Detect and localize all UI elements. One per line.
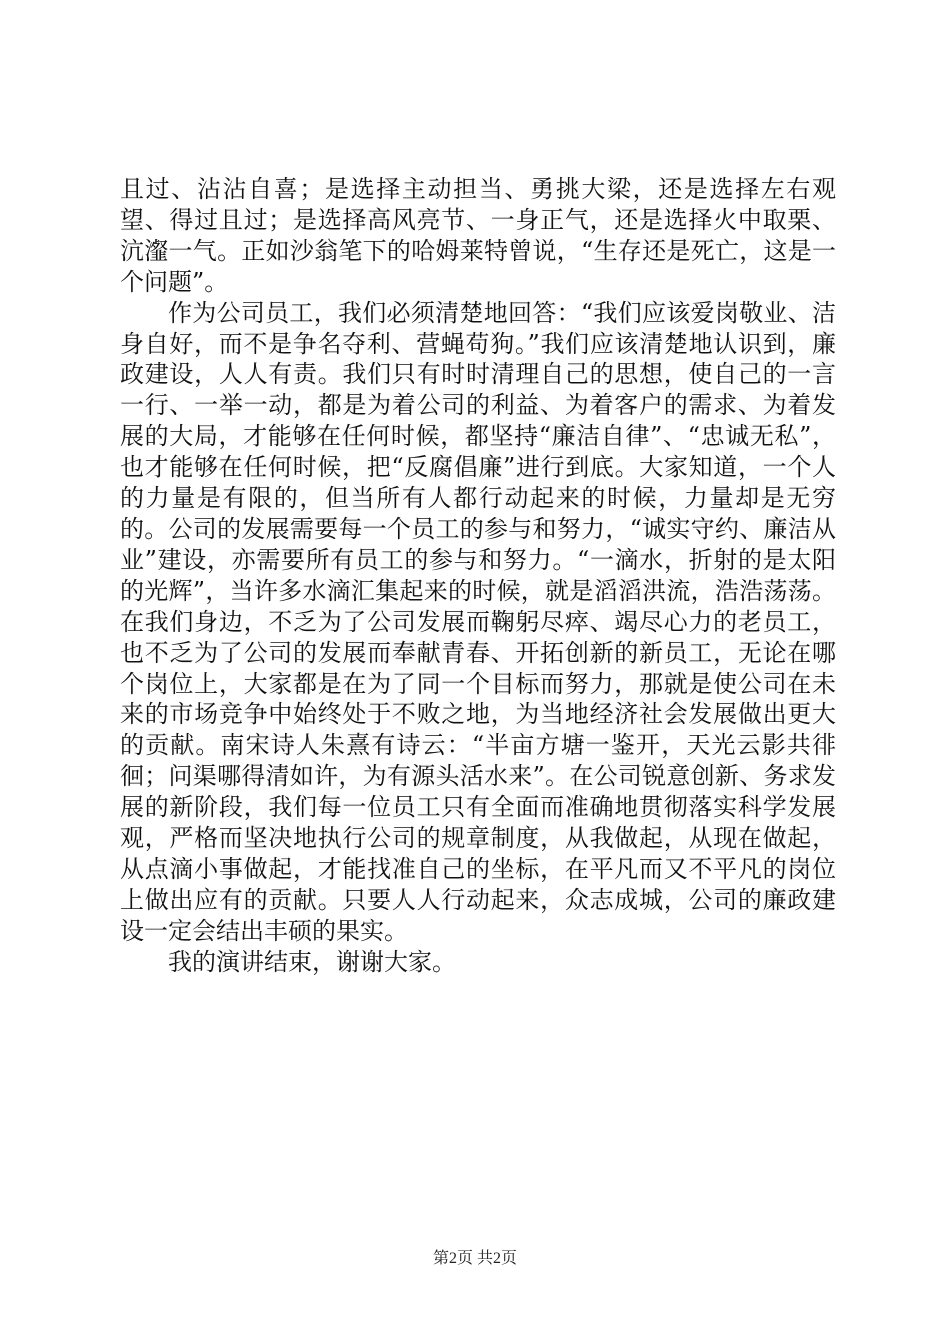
document-body [120,174,836,978]
paragraph-main: 作为公司员工，我们必须清楚地回答：“我们应该爱岗敬业、洁身自好，而不是争名夺利、营蝇苟狗。”我们应该清楚地认识到，廉政建设，人人有责。我们只有时时清理自己的思想，使自己的一言一行、一举一动，都是为着公司的利益、为着客户的需求、为着发展的大局，才能够在任何时候，都坚持“廉洁自律”、“忠诚无私”，也才能够在任何时候，把“反腐倡廉”进行到底。大家知道，一个人的力量是有限的，但当所有人都行动起来的时候，力量却是无穷的。公司的发展需要每一个员工的参与和努力，“诚实守约、廉洁从业”建设，亦需要所有员工的参与和努力。“一滴水，折射的是太阳的光辉”，当许多水滴汇集起来的时候，就是滔滔洪流，浩浩荡荡。在我们身边，不乏为了公司发展而鞠躬尽瘁、竭尽心力的老员工，也不乏为了公司的发展而奉献青春、开拓创新的新员工，无论在哪个岗位上，大家都是在为了同一个目标而努力，那就是使公司在未来的市场竞争中始终处于不败之地，为当地经济社会发展做出更大的贡献。南宋诗人朱熹有诗云：“半亩方塘一鉴开，天光云影共徘徊；问渠哪得清如许，为有源头活水来”。在公司锐意创新、务求发展的新阶段，我们每一位员工只有全面而准确地贯彻落实科学发展观，严格而坚决地执行公司的规章制度，从我做起，从现在做起，从点滴小事做起，才能找准自己的坐标，在平凡而又不平凡的岗位上做出应有的贡献。只要人人行动起来，众志成城，公司的廉政建设一定会结出丰硕的果实。 [120,298,836,945]
page-footer: 第2页 共2页 [432,1250,517,1267]
paragraph-closing: 我的演讲结束，谢谢大家。 [168,947,456,976]
paragraph-continuation: 且过、沾沾自喜；是选择主动担当、勇挑大梁，还是选择左右观望、得过且过；是选择高风亮节、一身正气，还是选择火中取栗、沆瀣一气。正如沙翁笔下的哈姆莱特曾说，“生存还是死亡，这是一个问题”。 [120,175,836,296]
